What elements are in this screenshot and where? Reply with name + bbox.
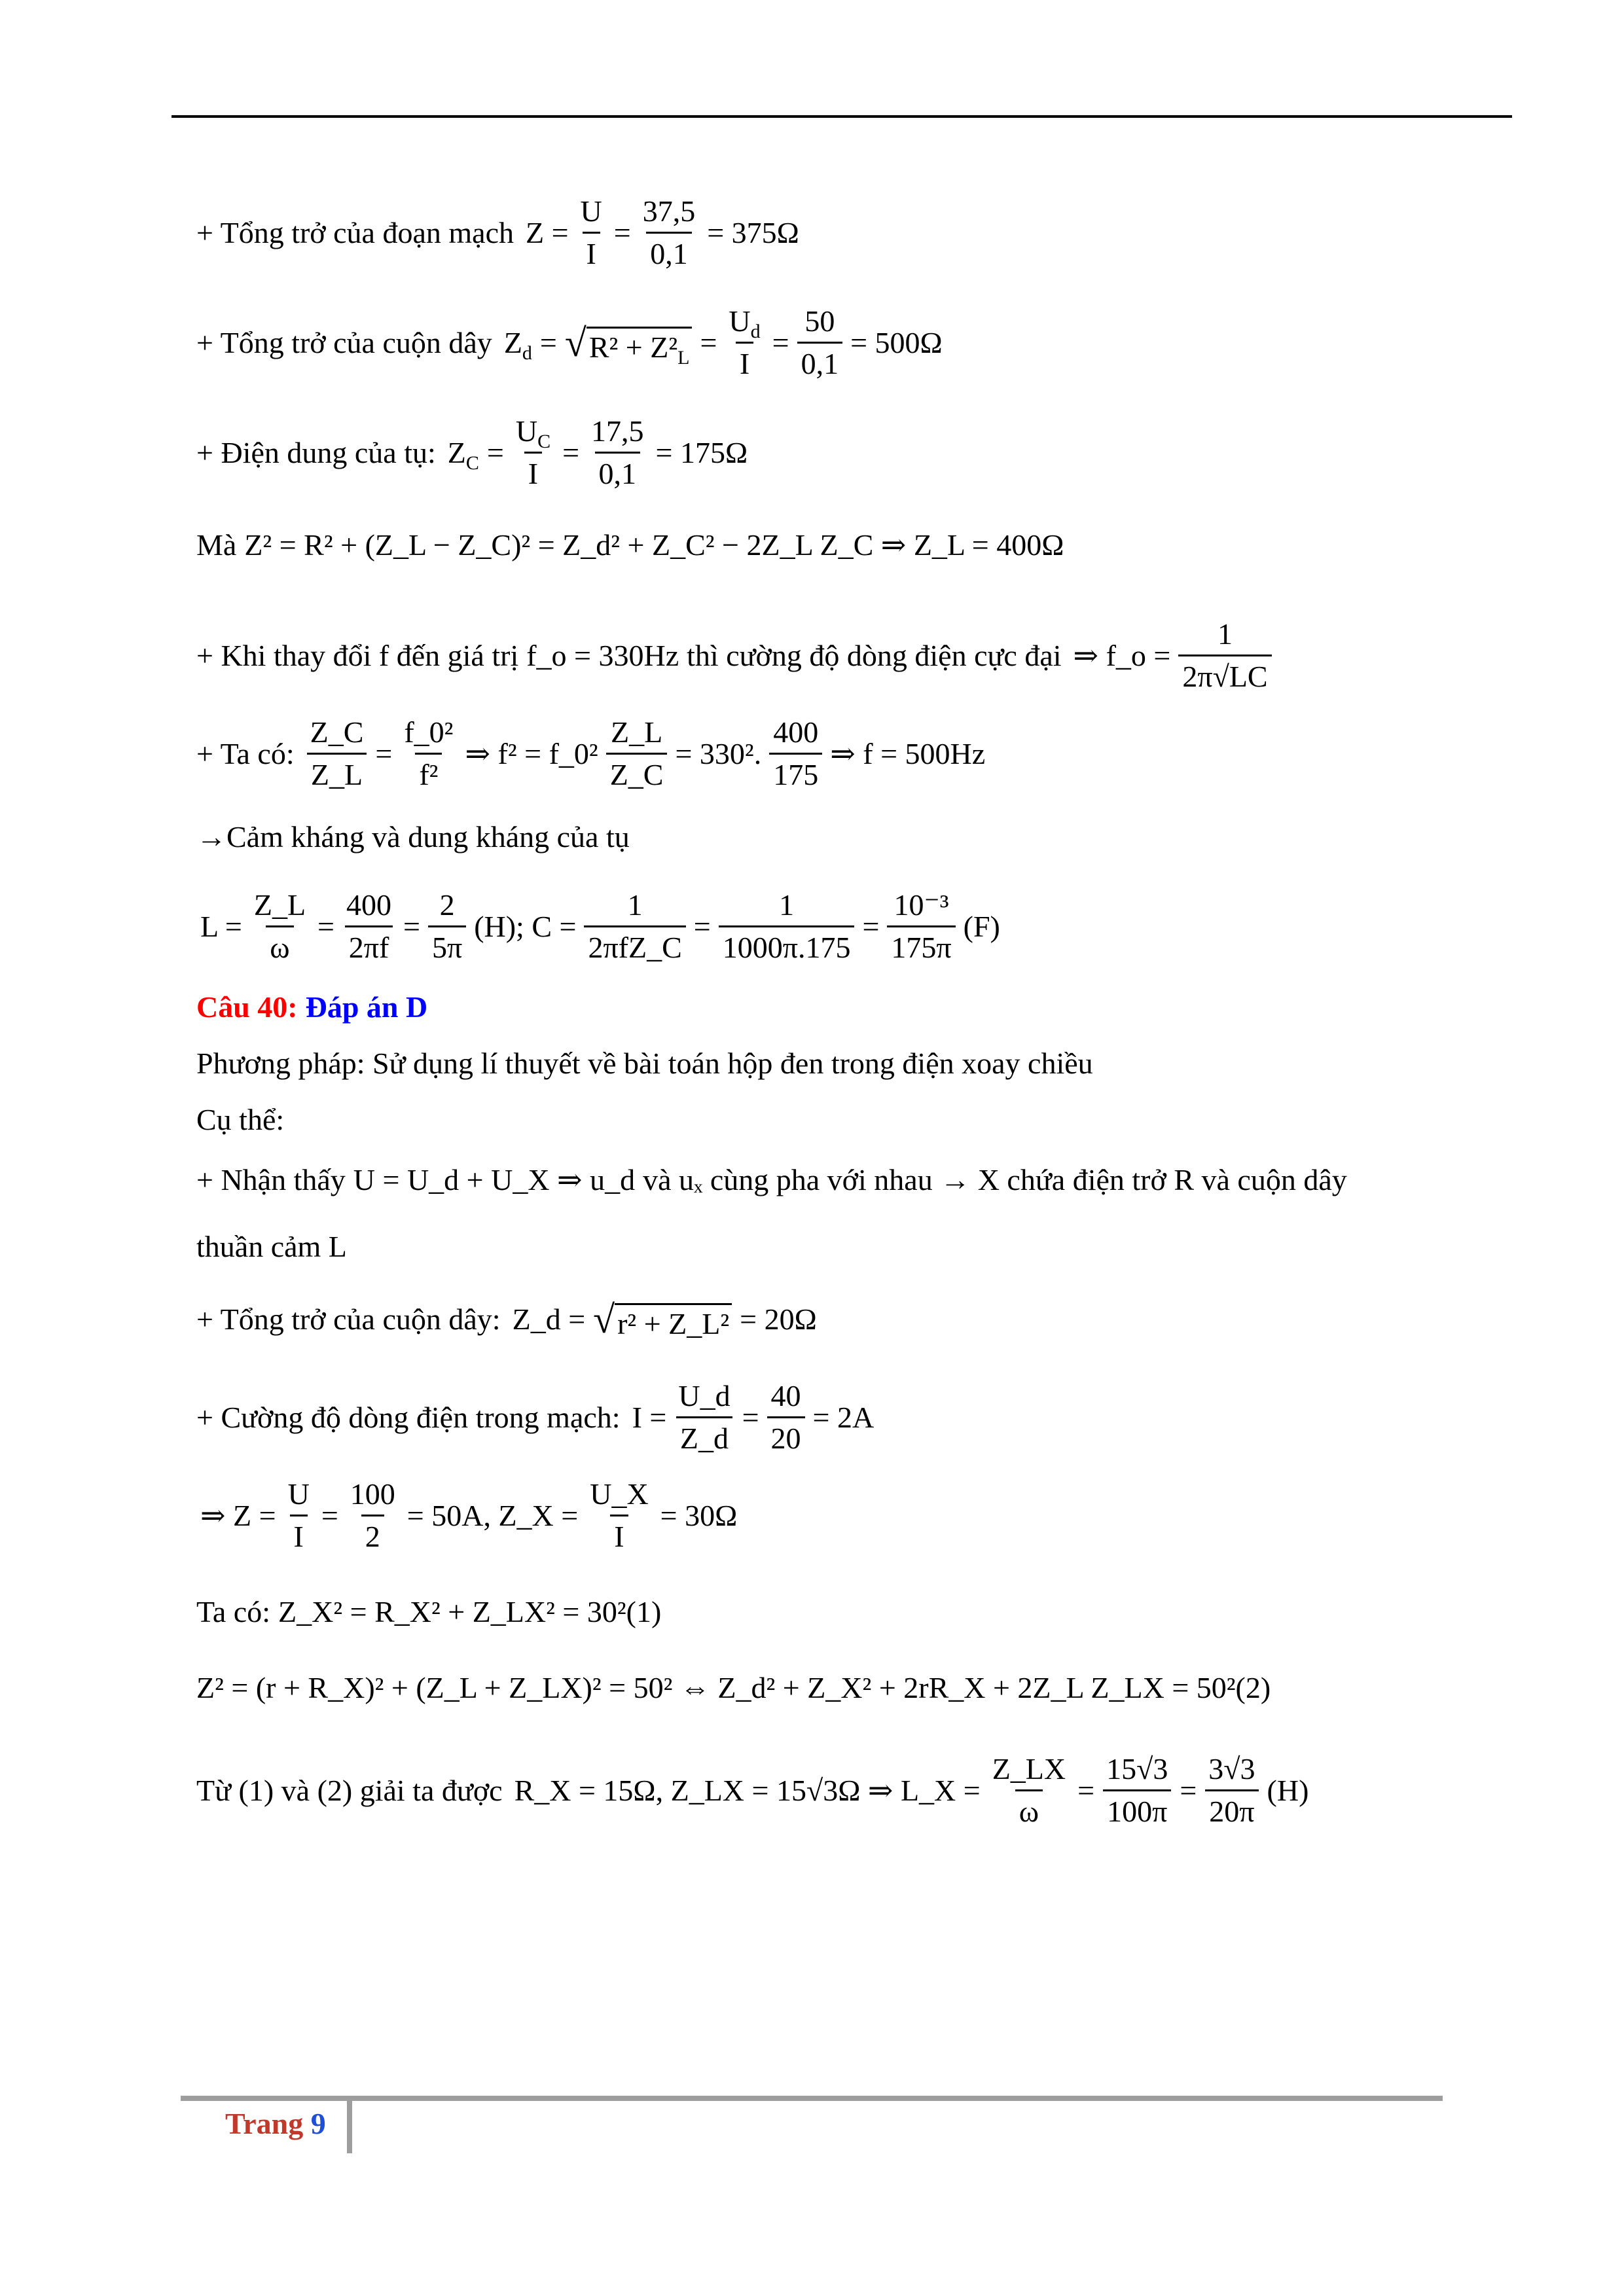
fraction [1178, 619, 1271, 692]
text: + Tổng trở của đoạn mạch [196, 215, 514, 249]
line-total-impedance [196, 196, 811, 269]
fraction [428, 890, 466, 963]
text: + Tổng trở của cuộn dây [196, 325, 492, 359]
text: + Điện dung của tụ: [196, 435, 436, 469]
sqrt-sub: L [677, 346, 690, 368]
den: 2πfZ_C [584, 925, 685, 963]
fraction [306, 717, 368, 790]
line-method [196, 1049, 1101, 1079]
num: 50 [804, 304, 835, 338]
line-l-and-c [196, 890, 1012, 963]
text: →Cảm kháng và dung kháng của tụ [196, 820, 630, 853]
den: 0,1 [646, 232, 692, 269]
eq: = [562, 435, 580, 469]
lhs: ⇒ f_o = [1073, 638, 1171, 672]
lhs: ⇒ Z = [200, 1498, 276, 1532]
formula [302, 717, 990, 790]
text: Từ (1) và (2) giải ta được [196, 1773, 503, 1807]
page-footer [225, 2106, 326, 2141]
den: I [610, 1515, 628, 1552]
num: 2 [439, 888, 455, 922]
eq: = [613, 215, 631, 249]
den: 1000π.175 [719, 925, 855, 963]
lhs: Z_d = [512, 1302, 586, 1336]
den: Z_d [676, 1416, 732, 1454]
formula [511, 1754, 1313, 1827]
radical-icon: √ [593, 1298, 615, 1341]
mid: (H); C = [474, 909, 577, 943]
fraction [725, 306, 764, 379]
line-coil-impedance-2 [196, 1300, 829, 1339]
fraction [587, 416, 648, 489]
num [725, 306, 764, 342]
text: Mà [196, 528, 237, 562]
unit: (F) [963, 909, 1000, 943]
formula [196, 1479, 741, 1552]
num: 37,5 [642, 194, 696, 228]
eq: = [403, 909, 420, 943]
question-label: Câu 40: [196, 990, 298, 1024]
num: U [580, 194, 602, 228]
result: = 2A [812, 1400, 875, 1434]
result: = 30Ω [660, 1498, 738, 1532]
num: 400 [346, 888, 391, 922]
result: = 20Ω [740, 1302, 817, 1336]
num: Z_C [310, 715, 364, 749]
num: 15√3 [1106, 1752, 1168, 1785]
den: 2π√LC [1178, 655, 1271, 692]
formula: f_o = 330Hz [526, 638, 679, 672]
question-heading [196, 992, 435, 1022]
formula [500, 306, 947, 379]
text: + Nhận thấy [196, 1163, 346, 1196]
footer-rule [181, 2096, 1443, 2101]
footer-divider [347, 2098, 352, 2153]
eq: = [1077, 1773, 1095, 1807]
den: I [583, 232, 600, 269]
lhs: L = [200, 909, 242, 943]
den: Z_C [606, 753, 668, 790]
formula [444, 416, 751, 489]
eq: = [693, 909, 711, 943]
line-frequency [196, 717, 997, 790]
text: + Ta có: [196, 736, 295, 770]
fraction [639, 196, 700, 269]
header-rule [171, 115, 1512, 118]
num: 1 [627, 888, 643, 922]
den: 20 [767, 1416, 805, 1454]
lhs-sub: d [522, 342, 532, 364]
num: 17,5 [591, 414, 644, 448]
formula: Z² = R² + (Z_L − Z_C)² = Z_d² + Z_C² − 2Z_L Z_C ⇒ Z_L = 400Ω [244, 528, 1064, 562]
formula [196, 890, 1004, 963]
num: 1 [779, 888, 795, 922]
text: Cụ thể: [196, 1103, 285, 1136]
line-zl-derivation [196, 530, 1072, 560]
line-resonance [196, 619, 1284, 692]
eq: = [486, 435, 504, 469]
num: Z_LX [992, 1752, 1066, 1785]
line-observation-cont [196, 1232, 355, 1262]
num-sub: C [537, 431, 551, 452]
line-z-zx [196, 1479, 749, 1552]
formula-text: R_X = 15Ω, Z_LX = 15√3Ω ⇒ L_X = [514, 1773, 981, 1807]
mid: ⇒ f² = f_0² [465, 736, 598, 770]
num [512, 416, 554, 452]
result: = 500Ω [850, 325, 943, 359]
eq: = [1180, 1773, 1197, 1807]
result: ⇒ f = 500Hz [830, 736, 986, 770]
den: I [290, 1515, 308, 1552]
eq: = [742, 1400, 759, 1434]
line-coil-impedance [196, 306, 954, 379]
den: 100π [1103, 1789, 1171, 1827]
fraction [606, 717, 668, 790]
fraction [719, 890, 855, 963]
fraction [586, 1479, 652, 1552]
num: Z_L [253, 888, 306, 922]
mid: = 330². [675, 736, 762, 770]
line-detail [196, 1105, 292, 1135]
text: và uₓ cùng pha với nhau → X chứa điện trở R và cuộn dây [643, 1163, 1347, 1196]
den: 2πf [345, 925, 393, 963]
line-reactance-intro [196, 822, 638, 852]
result: = 175Ω [655, 435, 748, 469]
fraction [988, 1754, 1070, 1827]
lhs-sub: C [465, 452, 479, 474]
fraction [342, 890, 395, 963]
formula: U = U_d + U_X ⇒ u_d [353, 1163, 636, 1196]
sqrt-arg-text: R² + Z² [588, 330, 678, 364]
fraction [400, 717, 457, 790]
den: 175 [769, 753, 822, 790]
result: = 375Ω [707, 215, 799, 249]
line-current [196, 1381, 886, 1454]
lhs: Z = [526, 215, 569, 249]
den: 5π [428, 925, 466, 963]
fraction [512, 416, 554, 489]
lhs [503, 325, 532, 364]
den: 2 [361, 1515, 384, 1552]
num: 3√3 [1208, 1752, 1255, 1785]
fraction [284, 1479, 314, 1552]
den: Z_L [307, 753, 367, 790]
sqrt-arg: r² + Z_L² [615, 1303, 732, 1339]
fraction [674, 1381, 734, 1454]
num: U_d [678, 1379, 731, 1412]
den: 0,1 [797, 342, 843, 379]
den: 0,1 [595, 452, 641, 489]
text: thuần cảm L [196, 1230, 347, 1263]
num: 40 [770, 1379, 801, 1412]
num: 400 [773, 715, 819, 749]
eq: = [321, 1498, 338, 1532]
eq: = [772, 325, 789, 359]
fraction [346, 1479, 399, 1552]
unit: (H) [1267, 1773, 1309, 1807]
text: Ta có: [196, 1595, 271, 1628]
text: thì cường độ dòng điện cực đại [687, 638, 1062, 672]
text: Phương pháp: Sử dụng lí thuyết về bài toán hộp đen trong điện xoay chiều [196, 1047, 1093, 1080]
formula [1070, 619, 1276, 692]
eq: = [862, 909, 880, 943]
num: f_0² [404, 715, 454, 749]
num: 10⁻³ [893, 888, 949, 922]
num: U [287, 1477, 310, 1511]
lhs-sym: Z [447, 435, 466, 469]
formula [509, 1300, 821, 1339]
sqrt [593, 1300, 732, 1339]
line-observation [196, 1165, 1355, 1195]
num-sym: U [729, 304, 751, 338]
num: 1 [1217, 617, 1233, 651]
formula [628, 1381, 878, 1454]
eq: = [539, 325, 557, 359]
lhs [447, 435, 479, 474]
num: 100 [350, 1477, 395, 1511]
fraction [767, 1381, 805, 1454]
num: Z_L [610, 715, 663, 749]
den: I [524, 452, 542, 489]
eq: = [700, 325, 717, 359]
text: + Cường độ dòng điện trong mạch: [196, 1400, 621, 1434]
sqrt-arg [586, 327, 693, 368]
den: ω [1015, 1789, 1043, 1827]
page-label: Trang [225, 2107, 304, 2140]
den: I [736, 342, 753, 379]
fraction [797, 306, 843, 379]
fraction [577, 196, 606, 269]
fraction [1204, 1754, 1259, 1827]
mid: = 50A, Z_X = [406, 1498, 579, 1532]
fraction [769, 717, 822, 790]
text: + Khi thay đổi f đến giá trị [196, 638, 519, 672]
line-capacitance [196, 416, 759, 489]
num: U_X [590, 1477, 649, 1511]
line-solution [196, 1754, 1320, 1827]
den: 175π [887, 925, 955, 963]
eq: = [375, 736, 393, 770]
answer-label: Đáp án D [305, 990, 428, 1024]
den: f² [415, 753, 442, 790]
fraction [1102, 1754, 1172, 1827]
lhs-sym: Z [503, 325, 522, 359]
fraction [887, 890, 955, 963]
formula: Z_X² = R_X² + Z_LX² = 30²(1) [278, 1595, 662, 1628]
den: 20π [1205, 1789, 1258, 1827]
line-eq1 [196, 1597, 669, 1627]
line-eq2 [196, 1673, 1278, 1703]
radical-icon: √ [564, 321, 586, 365]
formula [522, 196, 803, 269]
text: + Tổng trở của cuộn dây: [196, 1302, 501, 1336]
page-number: 9 [310, 2107, 326, 2140]
num-sub: d [750, 321, 761, 342]
sqrt [564, 321, 693, 368]
fraction [584, 890, 685, 963]
lhs: I = [632, 1400, 667, 1434]
num-sym: U [515, 414, 538, 448]
fraction [250, 890, 310, 963]
eq: = [317, 909, 334, 943]
formula: Z² = (r + R_X)² + (Z_L + Z_LX)² = 50² ⇔ Z_d² + Z_X² + 2rR_X + 2Z_L Z_LX = 50²(2) [196, 1671, 1271, 1704]
den: ω [266, 925, 293, 963]
